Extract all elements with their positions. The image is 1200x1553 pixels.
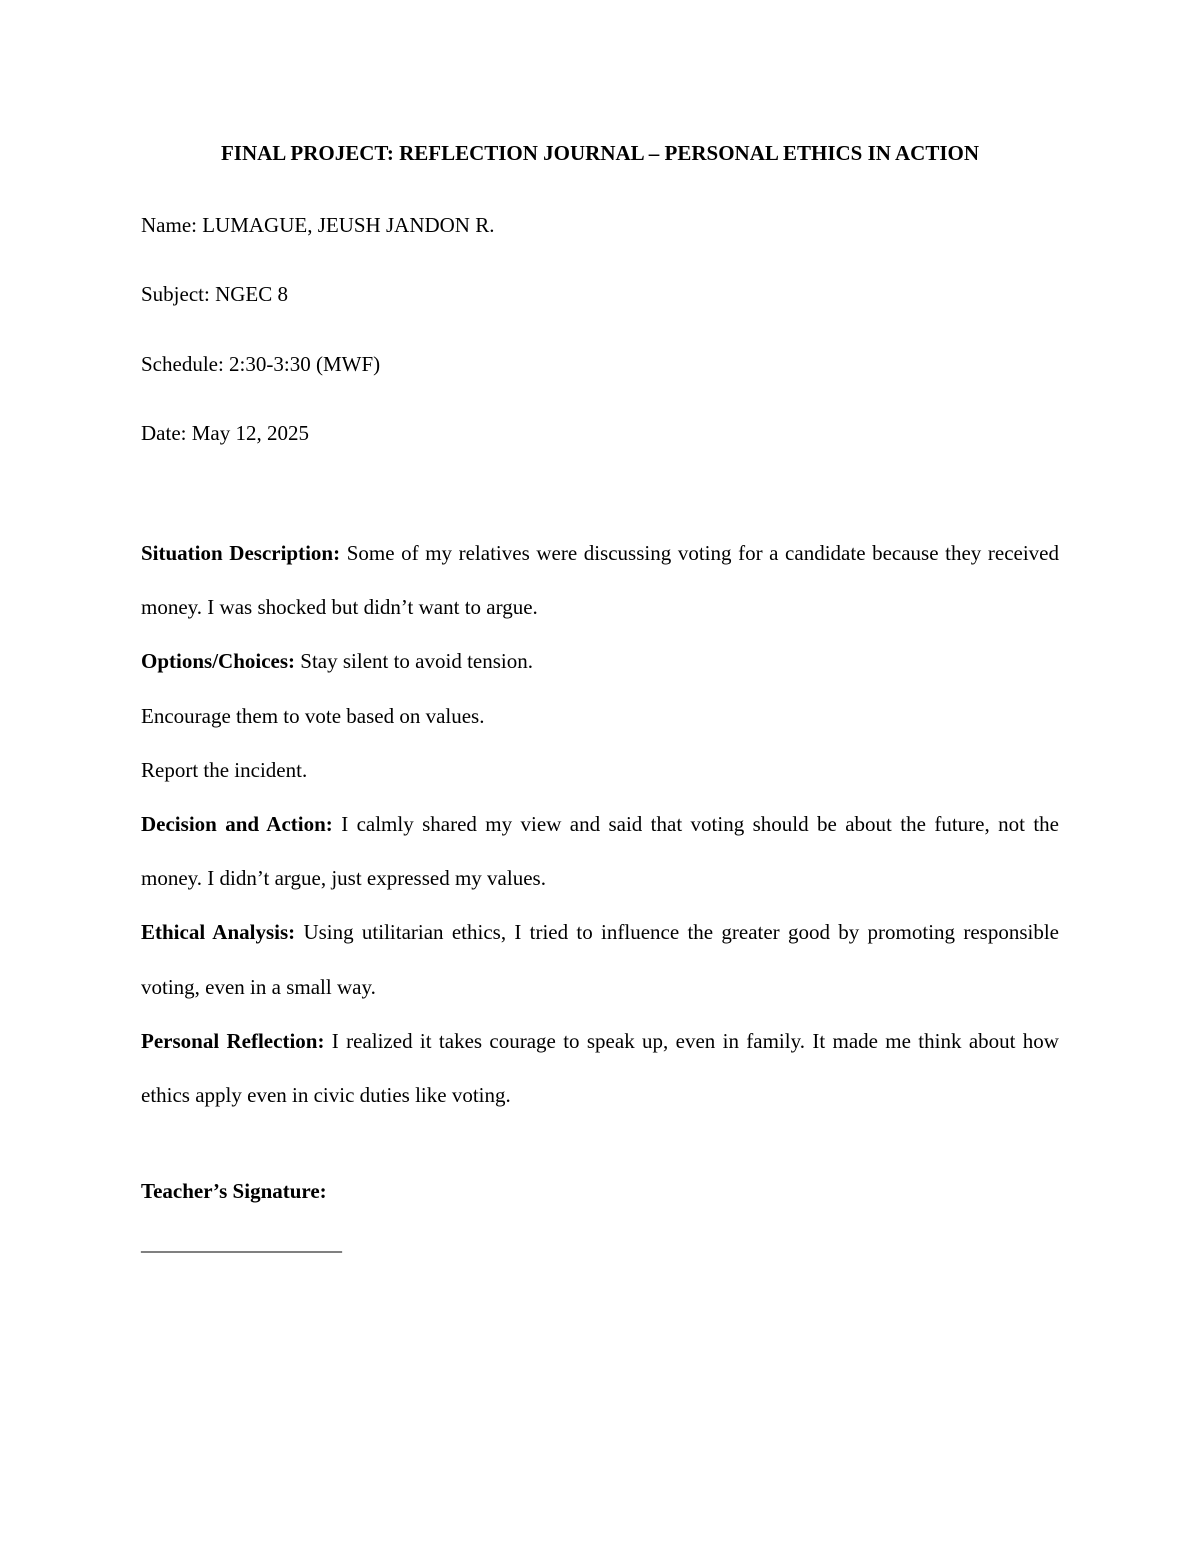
reflection-paragraph [141, 1014, 1059, 1122]
journal-body [141, 526, 1059, 1122]
situation-label: Situation Description: [141, 541, 341, 565]
signature-line: —————————— [141, 1238, 341, 1262]
date-line: Date: May 12, 2025 [141, 421, 309, 445]
analysis-label: Ethical Analysis: [141, 920, 296, 945]
decision-text: I calmly shared my view and said that voting should be about the future, not the money. I didn’t argue, just expressed my values. [141, 812, 1059, 891]
situation-paragraph [141, 526, 1059, 634]
option-item: Encourage them to vote based on values. [141, 703, 485, 728]
teacher-signature-label: Teacher’s Signature: [141, 1179, 327, 1203]
name-line: Name: LUMAGUE, JEUSH JANDON R. [141, 213, 495, 237]
analysis-paragraph [141, 905, 1059, 1013]
options-paragraph [141, 634, 1059, 688]
reflection-text: I realized it takes courage to speak up, even in family. It made me think about how ethics apply even in civic duties like voting. [141, 1028, 1059, 1108]
situation-text: Some of my relatives were discussing voting for a candidate because they received money. I was shocked but didn’t want to argue. [141, 541, 1059, 620]
options-label: Options/Choices: [141, 649, 296, 674]
document-title: FINAL PROJECT: REFLECTION JOURNAL – PERSONAL ETHICS IN ACTION [220, 141, 980, 165]
options-text: Stay silent to avoid tension. [295, 649, 533, 674]
decision-label: Decision and Action: [141, 812, 333, 837]
decision-paragraph [141, 797, 1059, 905]
analysis-text: Using utilitarian ethics, I tried to influence the greater good by promoting responsible voting, even in a small way. [141, 920, 1059, 999]
subject-line: Subject: NGEC 8 [141, 282, 288, 306]
schedule-line: Schedule: 2:30-3:30 (MWF) [141, 352, 381, 376]
option-item: Report the incident. [141, 757, 308, 782]
reflection-label: Personal Reflection: [141, 1028, 325, 1053]
